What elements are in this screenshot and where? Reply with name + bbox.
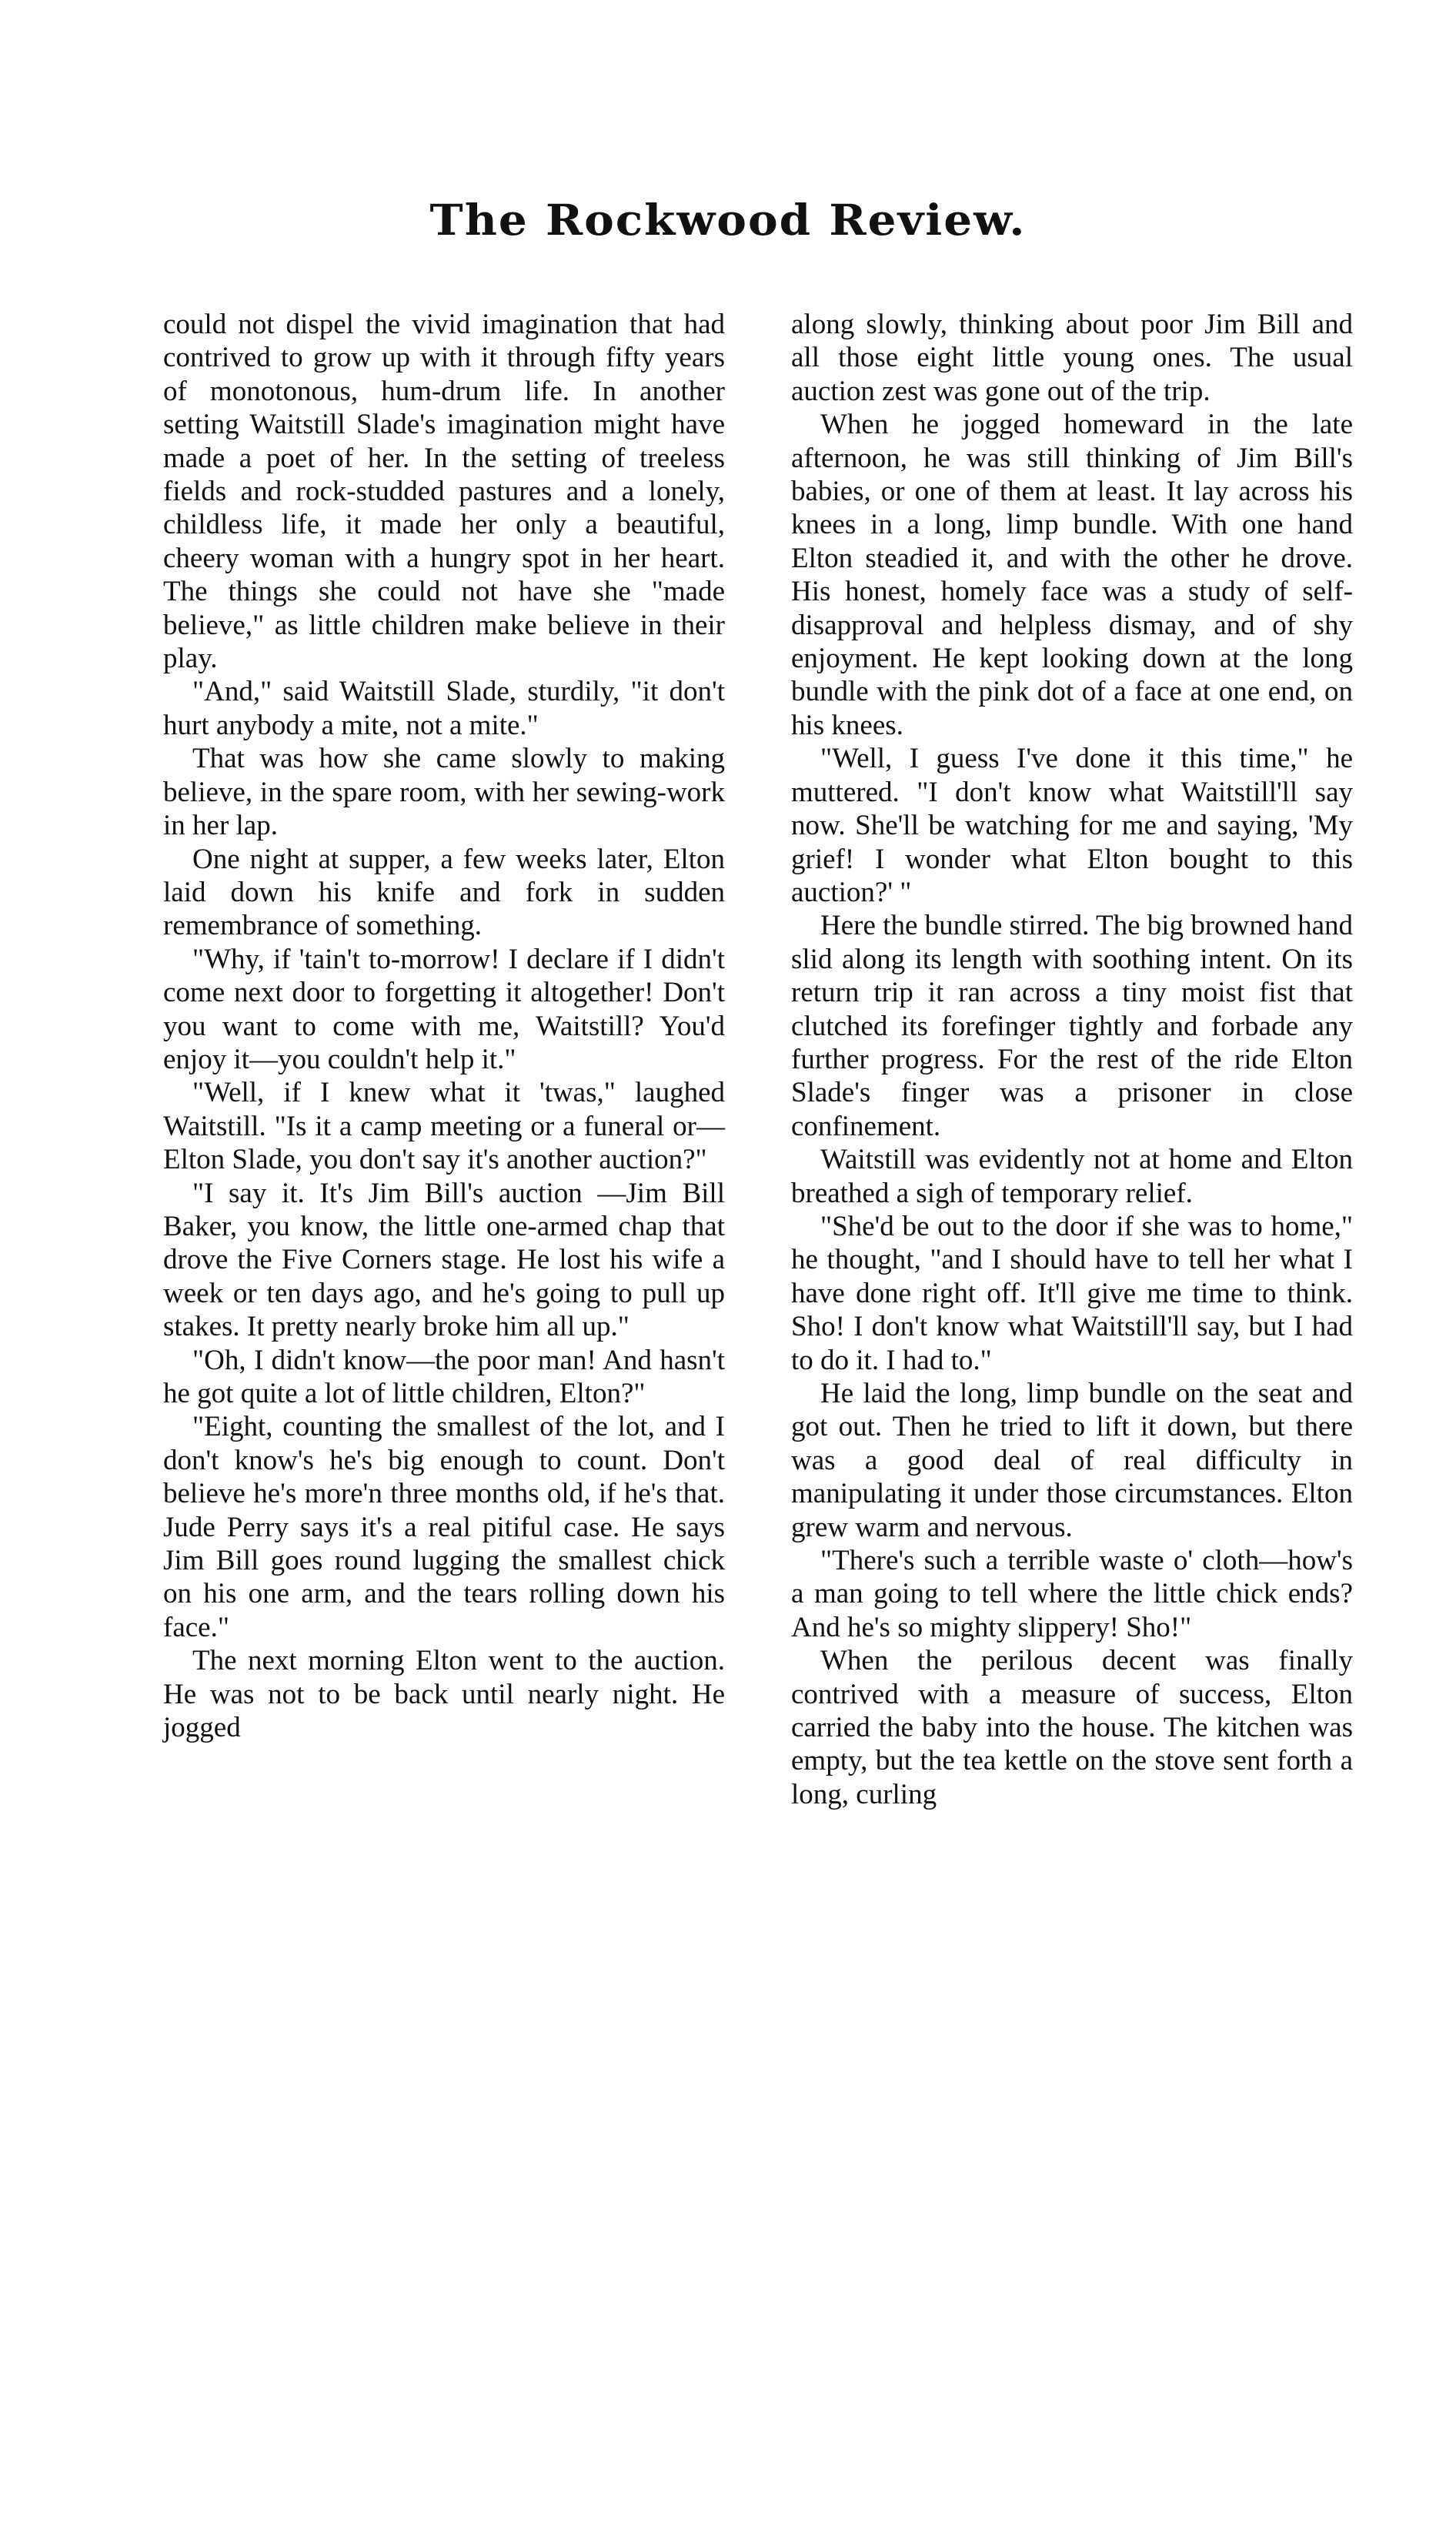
paragraph: "There's such a terrible waste o' cloth—how's a man going to tell where the little chick ends? And he's so mighty slippery! Sho!": [791, 1545, 1353, 1643]
left-column: [163, 308, 725, 1744]
paragraph: could not dispel the vivid imagination that had contrived to grow up with it through fifty years of monotonous, hum-drum life. In another setting Waitstill Slade's imagination might have made a poet of her. In the setting of treeless fields and rock-studded pastures and a lonely, childless life, it made her only a beautiful, cheery woman with a hungry spot in her heart. The things she could not have she "made believe," as little children make believe in their play.: [163, 309, 725, 675]
paragraph: Waitstill was evidently not at home and Elton breathed a sigh of temporary relief.: [791, 1144, 1353, 1209]
paragraph: "She'd be out to the door if she was to home," he thought, "and I should have to tell her what I have done right off. It'll give me time to think. Sho! I don't know what Waitstill'll say, but I had to do it. I had to.": [791, 1210, 1353, 1376]
paragraph: That was how she came slowly to making believe, in the spare room, with her sewing-work in her lap.: [163, 743, 725, 842]
page-header-title: The Rockwood Review.: [429, 195, 1027, 246]
paragraph: "Why, if 'tain't to-morrow! I declare if I didn't come next door to forgetting it altogether! Don't you want to come with me, Waitstill? You'd enjoy it—you couldn't help it.": [163, 943, 725, 1075]
paragraph: "I say it. It's Jim Bill's auction —Jim Bill Baker, you know, the little one-armed chap that drove the Five Corners stage. He lost his wife a week or ten days ago, and he's going to pull up stakes. It pretty nearly broke him all up.": [163, 1177, 725, 1343]
paragraph: "And," said Waitstill Slade, sturdily, "it don't hurt anybody a mite, not a mite.": [163, 676, 725, 741]
paragraph: One night at supper, a few weeks later, Elton laid down his knife and fork in sudden remembrance of something.: [163, 843, 725, 942]
right-column: [791, 308, 1353, 1811]
paragraph: The next morning Elton went to the auction. He was not to be back until nearly night. He jogged: [163, 1645, 725, 1744]
paragraph: He laid the long, limp bundle on the seat and got out. Then he tried to lift it down, but there was a good deal of real difficulty in manipulating it under those circumstances. Elton grew warm and nervous.: [791, 1378, 1353, 1543]
paragraph: "Oh, I didn't know—the poor man! And hasn't he got quite a lot of little children, Elton?": [163, 1344, 725, 1409]
paragraph: When the perilous decent was finally contrived with a measure of success, Elton carried the baby into the house. The kitchen was empty, but the tea kettle on the stove sent forth a long, curling: [791, 1645, 1353, 1810]
paragraph: along slowly, thinking about poor Jim Bill and all those eight little young ones. The usual auction zest was gone out of the trip.: [791, 309, 1353, 407]
paragraph: "Well, if I knew what it 'twas," laughed Waitstill. "Is it a camp meeting or a funeral or—Elton Slade, you don't say it's another auction?": [163, 1077, 725, 1176]
paragraph: "Eight, counting the smallest of the lot, and I don't know's he's big enough to count. Don't believe he's more'n three months old, if he's that. Jude Perry says it's a real pitiful case. He says Jim Bill goes round lugging the smallest chick on his one arm, and the tears rolling down his face.": [163, 1411, 725, 1643]
paragraph: Here the bundle stirred. The big browned hand slid along its length with soothing intent. On its return trip it ran across a tiny moist fist that clutched its forefinger tightly and forbade any further progress. For the rest of the ride Elton Slade's finger was a prisoner in close confinement.: [791, 910, 1353, 1142]
paragraph: When he jogged homeward in the late afternoon, he was still thinking of Jim Bill's babies, or one of them at least. It lay across his knees in a long, limp bundle. With one hand Elton steadied it, and with the other he drove. His honest, homely face was a study of self-disapproval and helpless dismay, and of shy enjoyment. He kept looking down at the long bundle with the pink dot of a face at one end, on his knees.: [791, 409, 1353, 741]
paragraph: "Well, I guess I've done it this time," he muttered. "I don't know what Waitstill'll say now. She'll be watching for me and saying, 'My grief! I wonder what Elton bought to this auction?' ": [791, 743, 1353, 908]
